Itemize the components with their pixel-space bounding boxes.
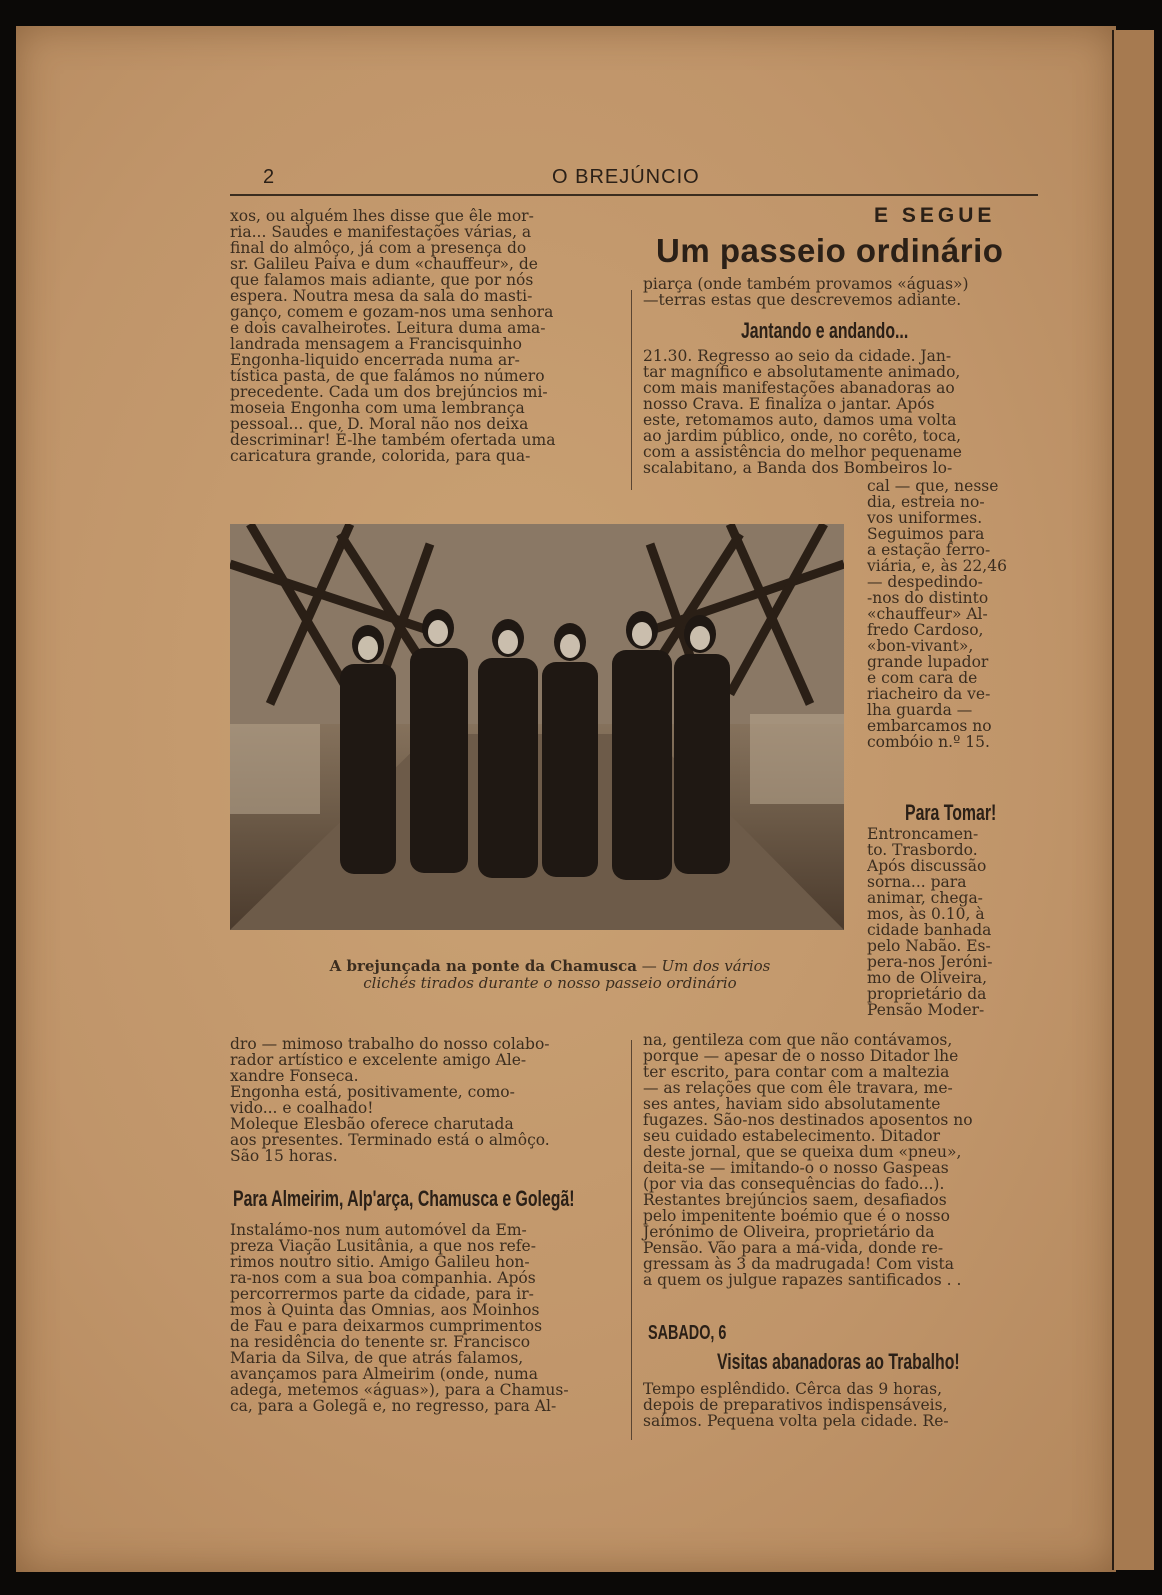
bridge-photo-illustration <box>230 524 844 930</box>
caption-dash: — <box>636 957 662 975</box>
subhead-almeirim: Para Almeirim, Alp'arça, Chamusca e Golegã! <box>233 1186 575 1211</box>
jantando-text: 21.30. Regresso ao seio da cidade. Jan- tar magnífico e absolutamente animado, com mais manifestações abanadoras ao nosso Crava. E finaliza o jantar. Após este, retomamos auto, damos uma volta ao jardim público, onde, no corêto, toca, com a assistência do melhor pequename scalabitano, a Banda dos Bombeiros lo- <box>643 347 962 477</box>
subhead-sabado: SABADO, 6 <box>648 1322 727 1344</box>
subhead-visitas: Visitas abanadoras ao Trabalho! <box>717 1349 960 1374</box>
journal-title: O BREJÚNCIO <box>552 166 700 188</box>
photo-caption <box>260 958 840 992</box>
right-column-intro: piarça (onde também provamos «águas») —terras estas que descrevemos adiante. <box>643 275 969 309</box>
caption-italic-line2: clichés tirados durante o nosso passeio ordinário <box>363 974 737 992</box>
column-divider-bottom <box>631 1040 632 1440</box>
visitas-text: Tempo esplêndido. Cêrca das 9 horas, depois de preparativos indispensáveis, saímos. Pequena volta pela cidade. Re- <box>643 1380 949 1430</box>
article-kicker: E SEGUE <box>874 204 996 227</box>
column-divider-top <box>631 290 632 490</box>
left-column-bottom-text: dro — mimoso trabalho do nosso colabo- rador artístico e excelente amigo Ale- xandre Fonseca. Engonha está, positivamente, como- vido... e coalhado! Moleque Elesbão oferece charutada aos presentes. Terminado está o almôço. São 15 horas. <box>230 1035 550 1165</box>
tomar-narrow-text: Entroncamen- to. Trasbordo. Após discussão sorna... para animar, chega- mos, às 0.10, à cidade banhada pelo Nabão. Es- pera-nos Jeróni- mo de Oliveira, proprietário da Pensão Moder- <box>867 825 993 1019</box>
caption-italic: Um dos vários <box>661 957 771 975</box>
caption-bold: A brejunçada na ponte da Chamusca <box>329 957 637 975</box>
subhead-jantando: Jantando e andando... <box>741 318 909 343</box>
photo-bridge-group <box>230 524 844 930</box>
article-title: Um passeio ordinário <box>656 232 1004 269</box>
almeirim-text: Instalámo-nos num automóvel da Em- preza Viação Lusitânia, a que nos refe- rimos noutro sitio. Amigo Galileu hon- ra-nos com a sua boa companhia. Após percorrermos parte da cidade, para ir- mos à Quinta das Omnias, aos Moinhos de Fau e para deixarmos cumprimentos na residência do tenente sr. Francisco Maria da Silva, de que atrás falamos, avançamos para Almeirim (onde, numa adega, metemos «águas»), para a Chamus- ca, para a Golegã e, no regresso, para Al- <box>230 1221 569 1415</box>
railing-left <box>230 724 320 814</box>
left-column-top-text: xos, ou alguém lhes disse que êle mor- ria... Saudes e manifestações várias, a final do almôço, já com a presença do sr. Galileu Paiva e dum «chauffeur», de que falamos mais adiante, que por nós espera. Noutra mesa da sala do masti- ganço, comem e gozam-nos uma senhora e dois cavalheirotes. Leitura duma ama- landrada mensagem a Francisquinho Engonha-liquido encerrada numa ar- tística pasta, de que falámos no número precedente. Cada um dos brejúncios mi- moseia Engonha com uma lembrança pessoal... que, D. Moral não nos deixa descriminar! É-lhe também ofertada uma caricatura grande, colorida, para qua- <box>230 207 556 465</box>
railing-right <box>750 714 844 804</box>
jantando-narrow-text: cal — que, nesse dia, estreia no- vos uniformes. Seguimos para a estação ferro- viária, e, às 22,46 — despedindo- -nos do distinto «chauffeur» Al- fredo Cardoso, «bon-vivant», grande lupador e com cara de riacheiro da ve- lha guarda — embarcamos no combóio n.º 15. <box>867 477 1007 751</box>
subhead-tomar: Para Tomar! <box>905 800 997 825</box>
facing-page-edge <box>1112 30 1154 1570</box>
tomar-continued-text: na, gentileza com que não contávamos, porque — apesar de o nosso Ditador lhe ter escrito, para contar com a maltezia — as relações que com êle travara, me- ses antes, haviam sido absolutamente fugazes. São-nos destinados aposentos no seu cuidado estabelecimento. Ditador deste jornal, que se queixa dum «pneu», deita-se — imitando-o o nosso Gaspeas (por via das consequências do fado...). Restantes brejúncios saem, desafiados pelo impenitente boémio que é o nosso Jerónimo de Oliveira, proprietário da Pensão. Vão para a má-vida, donde re- gressam às 3 da madrugada! Com vista a quem os julgue rapazes santificados . . <box>643 1031 973 1289</box>
header-rule <box>230 194 1038 196</box>
page-number: 2 <box>263 166 275 188</box>
